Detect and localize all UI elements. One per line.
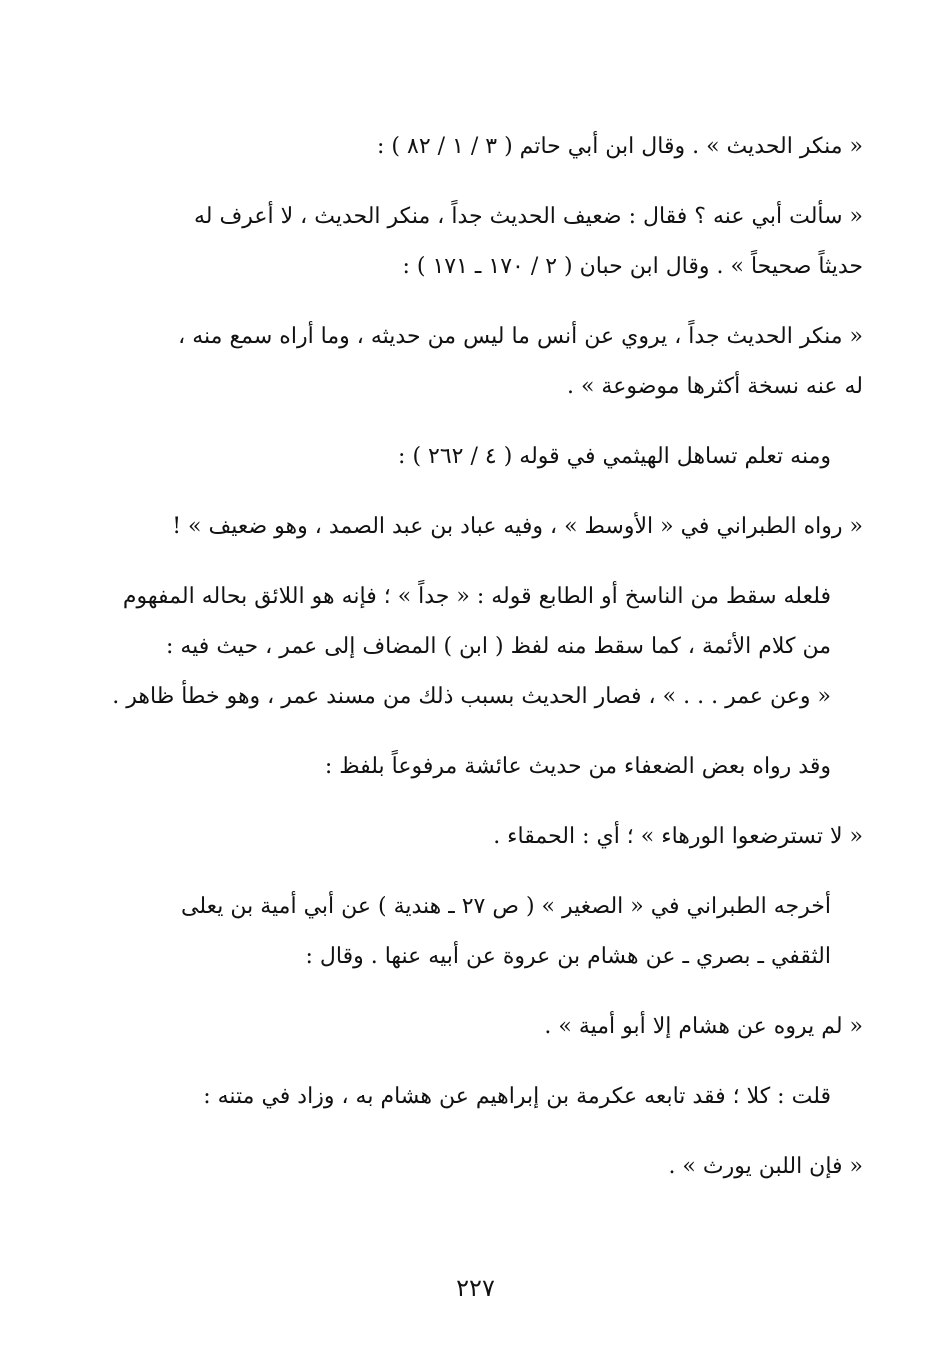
text-line: « رواه الطبراني في « الأوسط » ، وفيه عباد بن عبد الصمد ، وهو ضعيف » ! (172, 514, 863, 539)
page-number: ٢٢٧ (456, 1274, 495, 1302)
text-line: له عنه نسخة أكثرها موضوعة » . (566, 374, 863, 399)
paragraph (95, 312, 863, 412)
paragraph (95, 192, 863, 292)
text-line: « منكر الحديث » . وقال ابن أبي حاتم ( ٣ / ١ / ٨٢ ) : (377, 134, 863, 159)
paragraph (95, 742, 863, 792)
text-line: « وعن عمر . . . » ، فصار الحديث بسبب ذلك من مسند عمر ، وهو خطأ ظاهر . (112, 684, 831, 709)
text-line: « فإن اللبن يورث » . (668, 1154, 863, 1179)
text-line: أخرجه الطبراني في « الصغير » ( ص ٢٧ ـ هندية ) عن أبي أمية بن يعلى (181, 894, 831, 919)
paragraph (95, 1072, 863, 1122)
text-line: وقد رواه بعض الضعفاء من حديث عائشة مرفوعاً بلفظ : (324, 754, 831, 779)
paragraph (95, 122, 863, 172)
body-text (95, 122, 863, 1212)
paragraph (95, 1142, 863, 1192)
paragraph (95, 432, 863, 482)
paragraph (95, 812, 863, 862)
text-line: « منكر الحديث جداً ، يروي عن أنس ما ليس من حديثه ، وما أراه سمع منه ، (178, 324, 863, 349)
text-line: حديثاً صحيحاً » . وقال ابن حبان ( ٢ / ١٧٠ ـ ١٧١ ) : (402, 254, 863, 279)
text-line: قلت : كلا ؛ فقد تابعه عكرمة بن إبراهيم عن هشام به ، وزاد في متنه : (203, 1084, 831, 1109)
text-line: « لم يروه عن هشام إلا أبو أمية » . (544, 1014, 863, 1039)
text-line: ومنه تعلم تساهل الهيثمي في قوله ( ٤ / ٢٦٢ ) : (398, 444, 831, 469)
text-line: « لا تسترضعوا الورهاء » ؛ أي : الحمقاء . (493, 824, 863, 849)
paragraph (95, 1002, 863, 1052)
paragraph (95, 882, 863, 982)
text-line: « سألت أبي عنه ؟ فقال : ضعيف الحديث جداً ، منكر الحديث ، لا أعرف له (193, 204, 863, 229)
paragraph (95, 502, 863, 552)
text-line: من كلام الأئمة ، كما سقط منه لفظ ( ابن ) المضاف إلى عمر ، حيث فيه : (165, 634, 831, 659)
paragraph (95, 572, 863, 722)
text-line: فلعله سقط من الناسخ أو الطابع قوله : « جداً » ؛ فإنه هو اللائق بحاله المفهوم (122, 584, 831, 609)
text-line: الثقفي ـ بصري ـ عن هشام بن عروة عن أبيه عنها . وقال : (305, 944, 831, 969)
